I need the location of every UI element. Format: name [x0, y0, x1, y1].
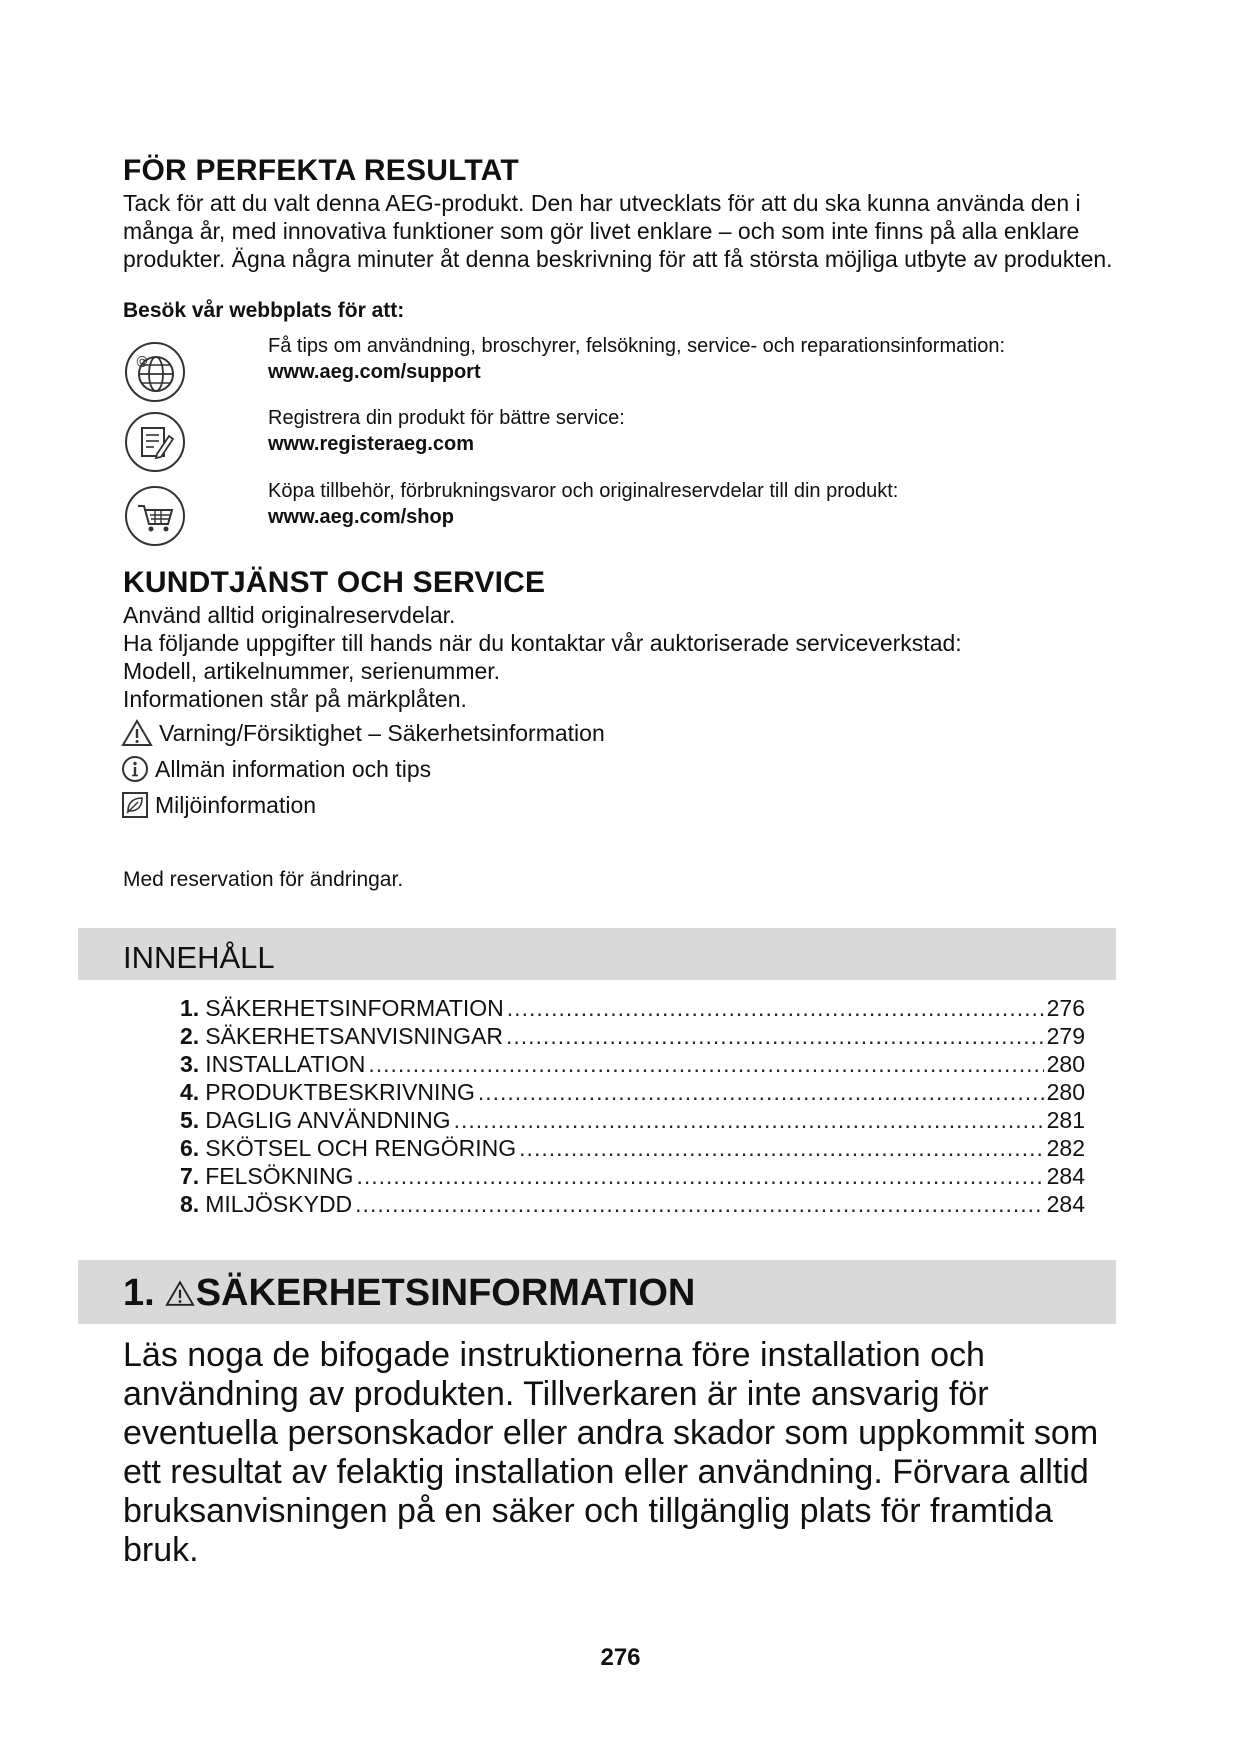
- toc-item[interactable]: 7. FELSÖKNING ..... 284: [180, 1162, 1085, 1190]
- visit-title: Besök vår webbplats för att:: [123, 299, 405, 322]
- link-description: Köpa tillbehör, förbrukningsvaror och originalreservdelar till din produkt:: [268, 480, 899, 502]
- legend-label: Miljöinformation: [155, 791, 317, 818]
- toc-item[interactable]: 8. MILJÖSKYDD ..... 284: [180, 1190, 1085, 1218]
- shopping-cart-icon: [123, 484, 187, 548]
- legend-label: Allmän information och tips: [155, 755, 432, 782]
- register-link[interactable]: www.registeraeg.com: [268, 433, 474, 455]
- leaf-icon: [121, 791, 149, 819]
- legend-warning: [121, 719, 605, 747]
- section-number: 1.: [123, 1272, 155, 1314]
- service-line: Informationen står på märkplåten.: [123, 686, 467, 712]
- warning-icon: [165, 1280, 195, 1307]
- link-description: Registrera din produkt för bättre service:: [268, 407, 625, 429]
- safety-section-title: [123, 1272, 695, 1315]
- legend-info: [121, 755, 431, 783]
- link-description: Få tips om användning, broschyrer, felsökning, service- och reparationsinformation:: [268, 335, 1006, 357]
- link-row-support: [268, 333, 1148, 385]
- reservation-note: Med reservation för ändringar.: [123, 868, 404, 891]
- legend-environment: [121, 791, 316, 819]
- legend-label: Varning/Försiktighet – Säkerhetsinformation: [159, 719, 605, 746]
- contents-header-band: [78, 928, 1116, 980]
- register-icon: [123, 410, 187, 474]
- customer-service-text: [123, 601, 1113, 713]
- service-line: Ha följande uppgifter till hands när du kontaktar vår auktoriserade serviceverkstad:: [123, 630, 962, 656]
- toc-item[interactable]: 5. DAGLIG ANVÄNDNING ..... 281: [180, 1106, 1085, 1134]
- support-link[interactable]: www.aeg.com/support: [268, 361, 481, 383]
- toc-item[interactable]: 4. PRODUKTBESKRIVNING ..... 280: [180, 1078, 1085, 1106]
- info-icon: [121, 755, 149, 783]
- shop-link[interactable]: www.aeg.com/shop: [268, 506, 454, 528]
- contents-title: INNEHÅLL: [123, 940, 275, 975]
- globe-icon: [123, 340, 187, 404]
- safety-intro: Läs noga de bifogade instruktionerna före installation och användning av produkten. Tillverkaren är inte ansvarig för eventuella personskador eller andra skador som uppkommit som ett resultat av felaktig installation eller användning. Förvara alltid bruksanvisningen på en säker och tillgänglig plats för framtida bruk.: [123, 1336, 1099, 1569]
- service-line: Modell, artikelnummer, serienummer.: [123, 658, 501, 684]
- warning-icon: [121, 719, 153, 747]
- page-number: 276: [600, 1644, 641, 1671]
- safety-header-band: [78, 1260, 1116, 1324]
- perfect-results-paragraph: Tack för att du valt denna AEG-produkt. Den har utvecklats för att du ska kunna använda den i många år, med innovativa funktioner som gör livet enklare – och som inte finns på alla enklare produkter. Ägna några minuter åt denna beskrivning för att få största möjliga utbyte av produkten.: [123, 190, 1113, 272]
- link-row-register: [268, 405, 1148, 457]
- toc-item[interactable]: 1. SÄKERHETSINFORMATION ..... 276: [180, 994, 1085, 1022]
- toc-item[interactable]: 2. SÄKERHETSANVISNINGAR ..... 279: [180, 1022, 1085, 1050]
- service-line: Använd alltid originalreservdelar.: [123, 602, 456, 628]
- section-title-text: SÄKERHETSINFORMATION: [195, 1272, 696, 1314]
- toc-item[interactable]: 3. INSTALLATION ..... 280: [180, 1050, 1085, 1078]
- table-of-contents: [180, 994, 1085, 1218]
- perfect-results-title: FÖR PERFEKTA RESULTAT: [123, 154, 519, 187]
- link-row-shop: [268, 478, 1148, 530]
- svg-text:@: @: [136, 354, 148, 368]
- customer-service-title: KUNDTJÄNST OCH SERVICE: [123, 566, 546, 599]
- toc-item[interactable]: 6. SKÖTSEL OCH RENGÖRING ..... 282: [180, 1134, 1085, 1162]
